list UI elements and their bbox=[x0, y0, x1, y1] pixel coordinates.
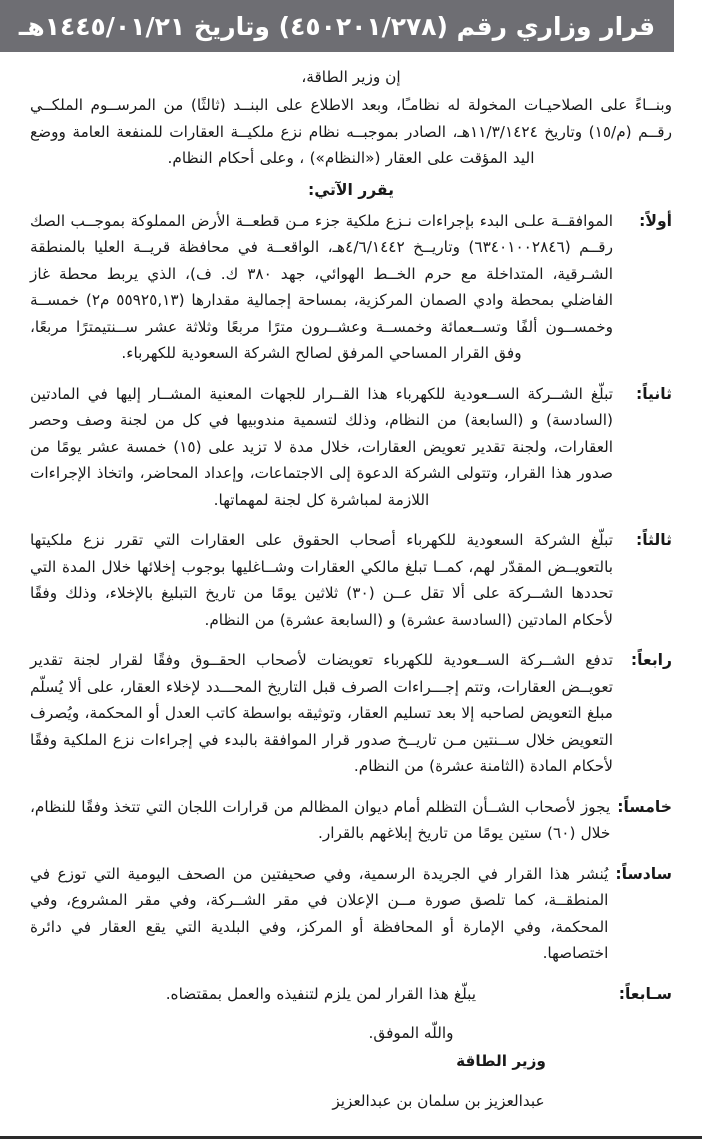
document-header-title: قرار وزاري رقم (٤٥٠٢٠١/٢٧٨) وتاريخ ١٤٤٥/٠١/٢١هـ bbox=[18, 11, 656, 41]
clause-item bbox=[30, 794, 672, 847]
clause-label: خامساً: bbox=[617, 797, 672, 816]
signature-name: عبدالعزيز بن سلمان بن عبدالعزيز bbox=[332, 1092, 545, 1111]
clause-label: ثالثاً: bbox=[635, 531, 672, 549]
signature-title: وزير الطاقة bbox=[456, 1052, 546, 1070]
clause-item bbox=[30, 861, 672, 967]
clause-item bbox=[30, 527, 672, 633]
clause-item bbox=[30, 208, 672, 367]
clause-label: سـابعاً: bbox=[618, 984, 672, 1003]
document-body bbox=[0, 52, 702, 1136]
clause-label: رابعاً: bbox=[630, 651, 672, 669]
closing-line: واللّه الموفق. bbox=[368, 1024, 454, 1042]
clause-text: يبلّغ هذا القرار لمن يلزم لتنفيذه والعمل بمقتضاه. bbox=[165, 984, 477, 1003]
clause-text: يجوز لأصحاب الشــأن التظلم أمام ديوان المظالم من قرارات اللجان التي تتخذ وفقًا للنظام، خلال (٦٠) ستين يومًا من تاريخ إبلاغهم بالقرار. bbox=[30, 797, 611, 842]
clause-label: أولاً: bbox=[639, 211, 672, 230]
clause-item bbox=[30, 647, 672, 780]
clause-text: تبلّغ الشــركة الســعودية للكهرباء هذا القــرار للجهات المعنية المشــار إليها في المادتين (السادسة) و (السابعة) من النظام، وذلك لتسمية مندوبيها في كل من لجنة وصف وحصر العقارات، ولجنة تقدير تعويض العقارات، خلال مدة لا تزيد على (١٥) خمسة عشر يومًا من صدور هذا القرار، وتتولى الشركة الدعوة إلى الاجتماعات، وإعداد المحاضر، واتخاذ الإجراءات اللازمة لمباشرة كل لجنة لمهماتها. bbox=[30, 384, 613, 509]
clause-text: الموافقــة علـى البدء بإجراءات نـزع ملكية جزء مـن قطعــة الأرض المملوكة بموجــب الصك رقــم (٦٣٤٠١٠٠٢٨٤٦) وتاريــخ ٤/٦/١٤٤٢هـ، الواقعــة في محافظة قريــة العليا بالمنطقة الشـرقية، المتداخلة مع حرم الخــط الهوائي، جهد ٣٨٠ ك. ف)، الذي يربط محطة غاز الفاضلي بمحطة وادي الصمان المركزية، بمساحة إجمالية مقدارها (٥٥٩٢٥,١٣ م٢) خمســة وخمســون ألفًا وتســعمائة وخمســة وعشــرون مترًا مربعًا وثلاثة عشر ســنتيمترًا مربعًا، وفق القرار المساحي المرفق لصالح الشركة السعودية للكهرباء. bbox=[30, 211, 613, 362]
clause-text: يُنشر هذا القرار في الجريدة الرسمية، وفي صحيفتين من الصحف اليومية التي توزع في المنطقــة، كما تلصق صورة مــن الإعلان في مقر الشــركة، وفي مقر المشروع، وفي المحكمة، وفي الإمارة أو المحافظة أو المركز، وفي البلدية التي يقع العقار في دائرة اختصاصها. bbox=[30, 864, 609, 962]
clause-text: تدفع الشــركة الســعودية للكهرباء تعويضات لأصحاب الحقــوق وفقًا لقرار لجنة تقدير تعويــض العقارات، وتتم إجـــراءات الصرف قبل التاريخ المحـــدد لإخلاء العقار، على ألا يُسلّم مبلغ التعويض لصاحبه إلا بعد تسليم العقار، وتوثيقه بواسطة كاتب العدل أو المحكمة، ويُصرف التعويض خلال ســنتين مـن تاريــخ صدور قرار الموافقة بالبدء في إجراءات نزع الملكية وفقًا لأحكام المادة (الثامنة عشرة) من النظام. bbox=[30, 651, 613, 775]
clause-item bbox=[30, 381, 672, 514]
salutation-line: إن وزير الطاقة، bbox=[301, 68, 401, 86]
clause-text: تبلّغ الشركة السعودية للكهرباء أصحاب الحقوق على العقارات التي تقرر نزع ملكيتها بالتعويــض المقدّر لهم، كمــا تبلغ مالكي العقارات وشــاغليها بوجوب إخلائها خلال المدة التي تحددها الشــركة على ألا تقل عــن (٣٠) ثلاثين يومًا من تاريخ التبليغ بالإخلاء، وذلك وفقًا لأحكام المادتين (السادسة عشرة) و (السابعة عشرة) من النظام. bbox=[30, 531, 613, 629]
clause-item bbox=[30, 981, 672, 1008]
preamble-paragraph: وبنــاءً على الصلاحيـات المخولة له نظامـًا، وبعد الاطلاع على البنــد (ثالثًا) من المرســوم الملكــي رقــم (م/١٥) وتاريخ ١١/٣/١٤٢٤هـ، الصادر بموجبــه نظام نزع ملكيــة العقارات للمنفعة العامة ووضع اليد المؤقت على العقار («النظام») ، وعلى أحكام النظام. bbox=[30, 96, 672, 167]
clause-label: ثانياً: bbox=[635, 384, 672, 403]
decides-heading: يقرر الآتي: bbox=[307, 180, 394, 199]
document-header-bar bbox=[0, 0, 674, 52]
clause-label: سادساً: bbox=[615, 864, 672, 883]
